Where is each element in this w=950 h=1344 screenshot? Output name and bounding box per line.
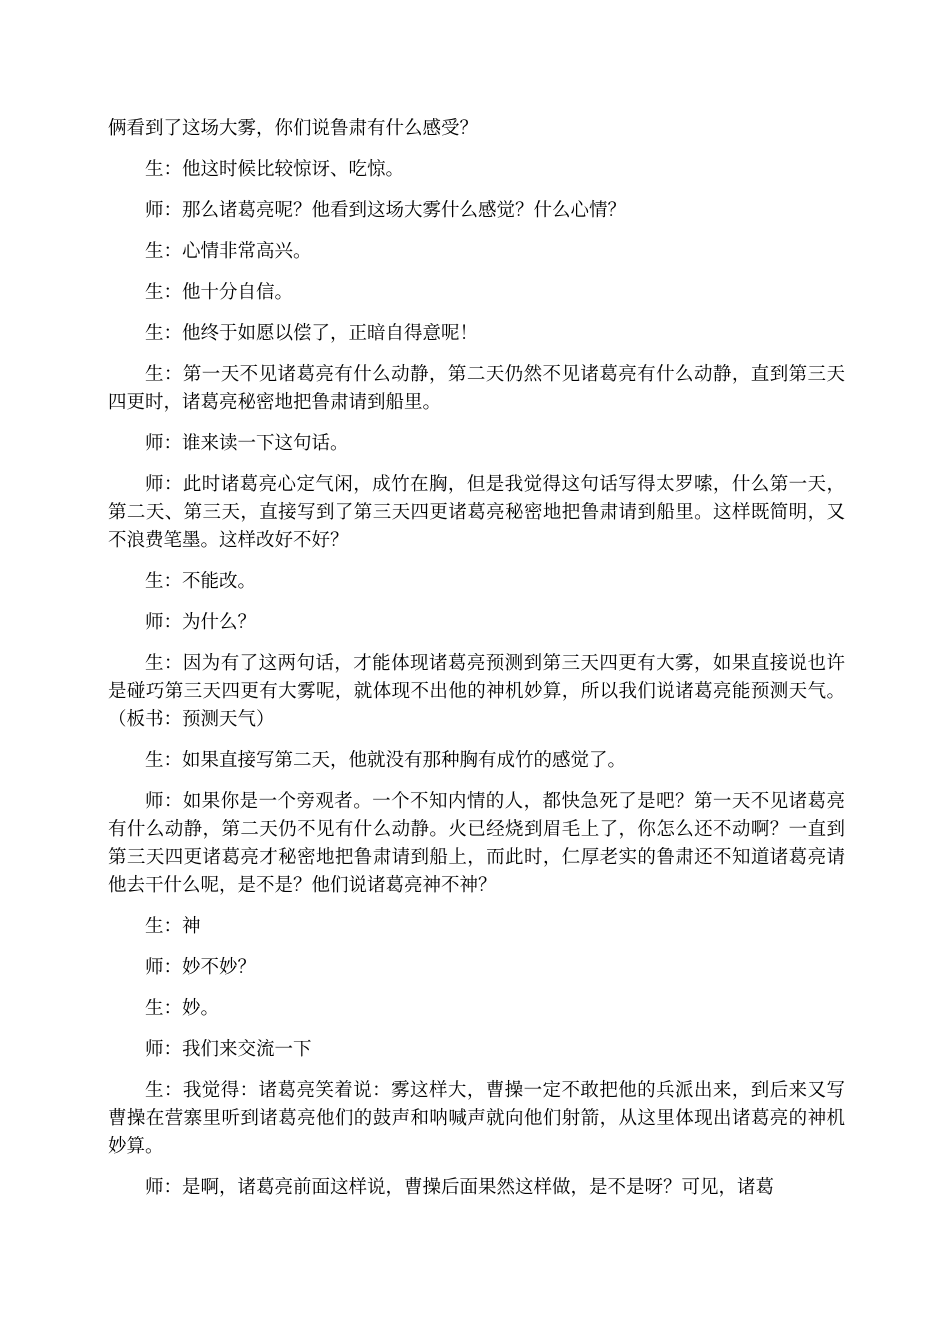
paragraph-1: 俩看到了这场大雾，你们说鲁肃有什么感受？ (108, 118, 479, 139)
paragraph-8: 师：谁来读一下这句话。 (145, 433, 349, 454)
document-page (108, 115, 845, 1215)
paragraph-9: 师：此时诸葛亮心定气闲，成竹在胸，但是我觉得这句话写得太罗嗦，什么第一天，第二天、第三天，直接写到了第三天四更诸葛亮秘密地把鲁肃请到船里。这样既简明，又不浪费笔墨。这样改好不好？ (108, 474, 845, 551)
paragraph-18: 师：我们来交流一下 (145, 1039, 312, 1060)
paragraph-10: 生：不能改。 (145, 571, 257, 592)
paragraph-20: 师：是啊，诸葛亮前面这样说，曹操后面果然这样做，是不是呀？可见，诸葛 (145, 1177, 775, 1198)
paragraph-14: 师：如果你是一个旁观者。一个不知内情的人，都快急死了是吧？第一天不见诸葛亮有什么动静，第二天仍不见有什么动静。火已经烧到眉毛上了，你怎么还不动啊？一直到第三天四更诸葛亮才秘密地把鲁肃请到船上，而此时，仁厚老实的鲁肃还不知道诸葛亮请他去干什么呢，是不是？他们说诸葛亮神不神？ (108, 791, 845, 896)
paragraph-7: 生：第一天不见诸葛亮有什么动静，第二天仍然不见诸葛亮有什么动静，直到第三天四更时，诸葛亮秘密地把鲁肃请到船里。 (108, 364, 845, 413)
paragraph-12: 生：因为有了这两句话，才能体现诸葛亮预测到第三天四更有大雾，如果直接说也许是碰巧第三天四更有大雾呢，就体现不出他的神机妙算，所以我们说诸葛亮能预测天气。（板书：预测天气） (108, 653, 845, 730)
paragraph-6: 生：他终于如愿以偿了，正暗自得意呢！ (145, 323, 479, 344)
paragraph-17: 生：妙。 (145, 998, 220, 1019)
paragraph-3: 师：那么诸葛亮呢？他看到这场大雾什么感觉？什么心情？ (145, 200, 627, 221)
paragraph-11: 师：为什么？ (145, 612, 257, 633)
paragraph-5: 生：他十分自信。 (145, 282, 294, 303)
paragraph-13: 生：如果直接写第二天，他就没有那种胸有成竹的感觉了。 (145, 750, 627, 771)
paragraph-16: 师：妙不妙？ (145, 957, 257, 978)
paragraph-19: 生：我觉得：诸葛亮笑着说：雾这样大，曹操一定不敢把他的兵派出来，到后来又写曹操在营寨里听到诸葛亮他们的鼓声和呐喊声就向他们射箭，从这里体现出诸葛亮的神机妙算。 (108, 1080, 845, 1157)
paragraph-4: 生：心情非常高兴。 (145, 241, 312, 262)
paragraph-2: 生：他这时候比较惊讶、吃惊。 (145, 159, 405, 180)
paragraph-15: 生：神 (145, 916, 201, 937)
